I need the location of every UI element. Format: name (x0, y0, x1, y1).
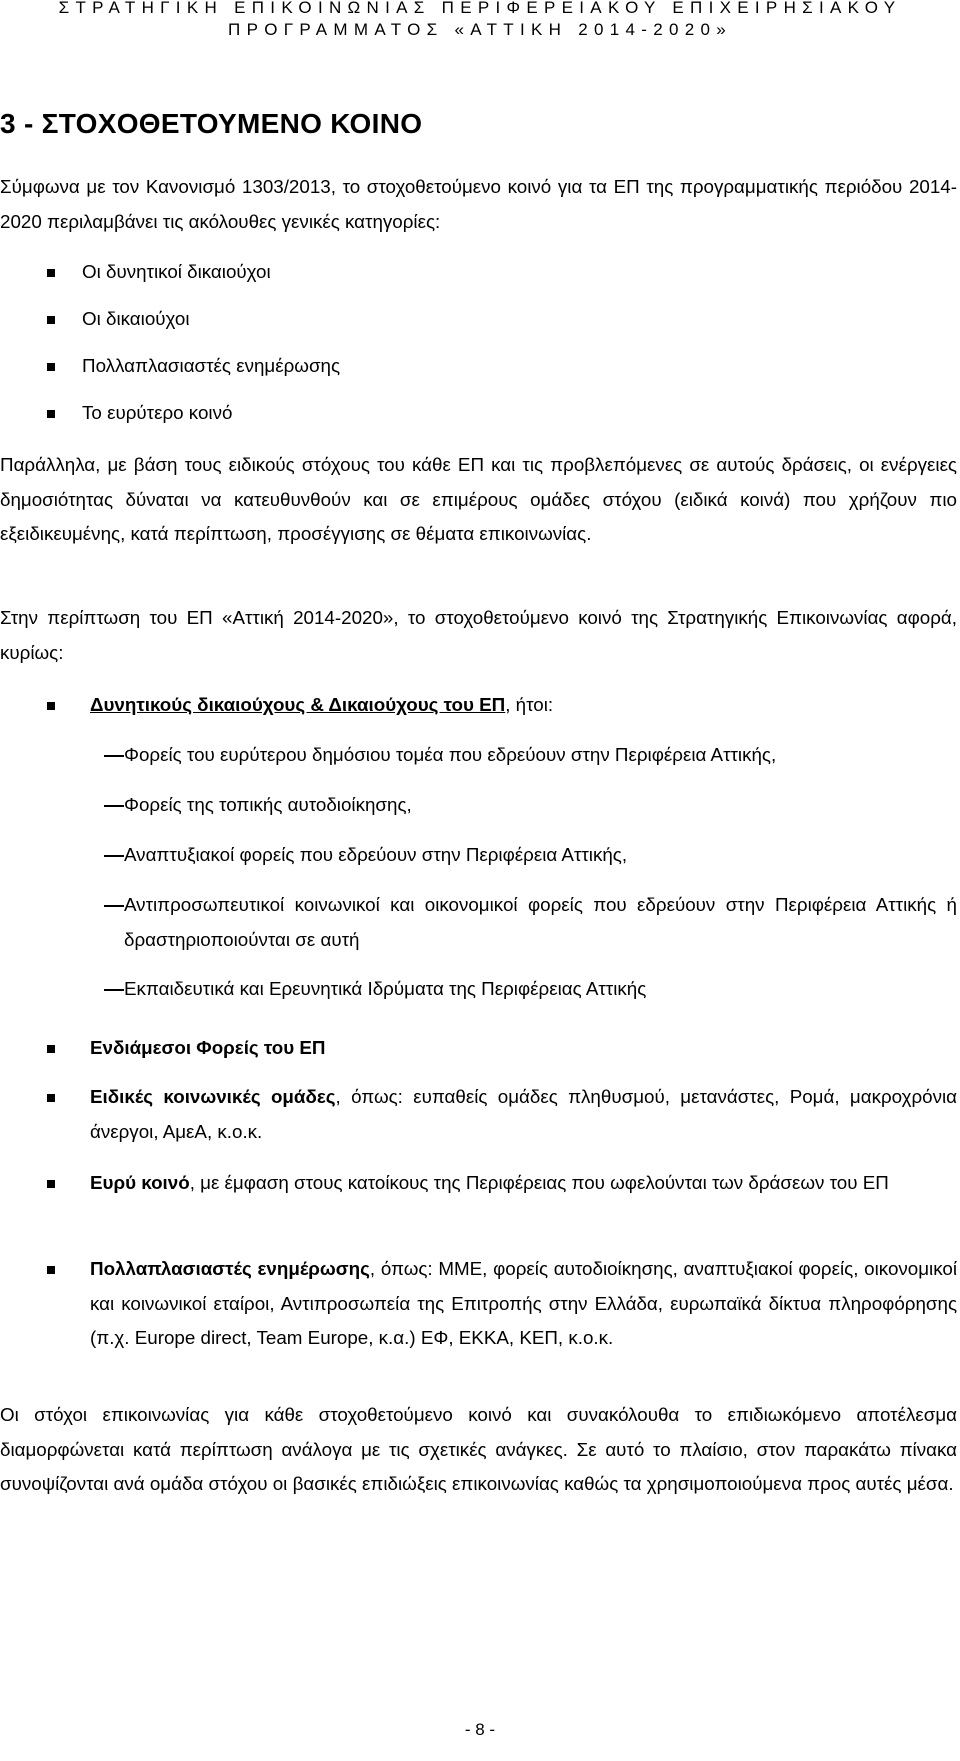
dash-bullet-icon (104, 989, 124, 991)
audience-title: Ειδικές κοινωνικές ομάδες (90, 1086, 336, 1107)
square-bullet-icon (47, 269, 55, 277)
general-category-item (0, 349, 957, 384)
audience-description: , όπως: ΜΜΕ, φορείς αυτοδιοίκησης, αναπτυξιακοί φορείς, οικονομικοί και κοινωνικοί εταίροι, Αντιπροσωπεία της Επιτροπής στην Ελλάδα, ευρωπαϊκά δίκτυα πληροφόρησης (π.χ. Europe direct, Team Europe, κ.α.) ΕΦ, ΕΚΚΑ, ΚΕΠ, κ.ο.κ. (90, 1258, 958, 1348)
sub-item (0, 972, 957, 1007)
audience-title: Ενδιάμεσοι Φορείς του ΕΠ (90, 1037, 326, 1058)
square-bullet-icon (47, 1266, 55, 1274)
section-title: 3 - ΣΤΟΧΟΘΕΤΟΥΜΕΝΟ ΚΟΙΝΟ (0, 108, 423, 139)
header-line-1: ΣΤΡΑΤΗΓΙΚΗ ΕΠΙΚΟΙΝΩΝΙΑΣ ΠΕΡΙΦΕΡΕΙΑΚΟΥ ΕΠΙΧΕΙΡΗΣΙΑΚΟΥ (58, 0, 902, 17)
dash-bullet-icon (104, 805, 124, 807)
audience-item (0, 1252, 957, 1356)
general-category-item (0, 302, 957, 337)
audience-title: Δυνητικούς δικαιούχους & Δικαιούχους του ΕΠ (90, 694, 506, 715)
audience-title: Πολλαπλασιαστές ενημέρωσης (90, 1258, 370, 1279)
square-bullet-icon (47, 316, 55, 324)
general-category-text: Το ευρύτερο κοινό (82, 402, 233, 423)
intro-paragraph: Σύμφωνα με τον Κανονισμό 1303/2013, το στοχοθετούμενο κοινό για τα ΕΠ της προγραμματικής περιόδου 2014-2020 περιλαμβάνει τις ακόλουθες γενικές κατηγορίες: (0, 176, 957, 232)
sub-item (0, 838, 957, 873)
header-line-2: ΠΡΟΓΡΑΜΜΑΤΟΣ «ΑΤΤΙΚΗ 2014-2020» (228, 20, 732, 39)
audience-title: Ευρύ κοινό (90, 1172, 190, 1193)
square-bullet-icon (47, 1094, 55, 1102)
square-bullet-icon (47, 410, 55, 418)
parallel-paragraph: Παράλληλα, με βάση τους ειδικούς στόχους του κάθε ΕΠ και τις προβλεπόμενες σε αυτούς δράσεις, οι ενέργειες δημοσιότητας δύναται να κατευθυνθούν και σε επιμέρους ομάδες στόχου (ειδικά κοινά) που χρήζουν πιο εξειδικευμένης, κατά περίπτωση, προσέγγισης σε θέματα επικοινωνίας. (0, 454, 957, 544)
square-bullet-icon (47, 363, 55, 371)
sub-item-text: Φορείς της τοπικής αυτοδιοίκησης, (124, 794, 412, 815)
dash-bullet-icon (104, 855, 124, 857)
sub-item-text: Αναπτυξιακοί φορείς που εδρεύουν στην Περιφέρεια Αττικής, (124, 844, 628, 865)
audience-item (0, 1080, 957, 1149)
square-bullet-icon (47, 702, 55, 710)
general-category-item (0, 396, 957, 431)
page-number: - 8 - (464, 1720, 496, 1739)
sub-item (0, 888, 957, 957)
general-category-text: Πολλαπλασιαστές ενημέρωσης (82, 355, 341, 376)
audience-item (0, 1166, 957, 1201)
audience-description: , ήτοι: (505, 694, 554, 715)
sub-item-text: Αντιπροσωπευτικοί κοινωνικοί και οικονομικοί φορείς που εδρεύουν στην Περιφέρεια Αττικής ή δραστηριοποιούνται σε αυτή (124, 894, 957, 950)
audience-description: , όπως: ευπαθείς ομάδες πληθυσμού, μετανάστες, Ρομά, μακροχρόνια άνεργοι, ΑμεΑ, κ.ο.κ. (90, 1086, 957, 1142)
audience-description: , με έμφαση στους κατοίκους της Περιφέρειας που ωφελούνται των δράσεων του ΕΠ (189, 1172, 889, 1193)
running-header (0, 0, 960, 41)
sub-item-text: Φορείς του ευρύτερου δημόσιου τομέα που εδρεύουν στην Περιφέρεια Αττικής, (124, 744, 777, 765)
sub-item-text: Εκπαιδευτικά και Ερευνητικά Ιδρύματα της Περιφέρειας Αττικής (124, 978, 647, 999)
sub-item (0, 738, 957, 773)
general-category-text: Οι δυνητικοί δικαιούχοι (82, 261, 271, 282)
general-category-text: Οι δικαιούχοι (82, 308, 190, 329)
general-category-item (0, 255, 957, 290)
dash-bullet-icon (104, 905, 124, 907)
square-bullet-icon (47, 1180, 55, 1188)
square-bullet-icon (47, 1045, 55, 1053)
audience-item (0, 1031, 957, 1066)
closing-paragraph: Οι στόχοι επικοινωνίας για κάθε στοχοθετούμενο κοινό και συνακόλουθα το επιδιωκόμενο αποτέλεσμα διαμορφώνεται κατά περίπτωση ανάλογα με τις σχετικές ανάγκες. Σε αυτό το πλαίσιο, στον παρακάτω πίνακα συνοψίζονται ανά ομάδα στόχου οι βασικές επιδιώξεις επικοινωνίας καθώς τα χρησιμοποιούμενα προς αυτές μέσα. (0, 1404, 957, 1494)
dash-bullet-icon (104, 755, 124, 757)
audience-item (0, 688, 957, 723)
attica-paragraph: Στην περίπτωση του ΕΠ «Αττική 2014-2020», το στοχοθετούμενο κοινό της Στρατηγικής Επικοινωνίας αφορά, κυρίως: (0, 607, 957, 663)
sub-item (0, 788, 957, 823)
